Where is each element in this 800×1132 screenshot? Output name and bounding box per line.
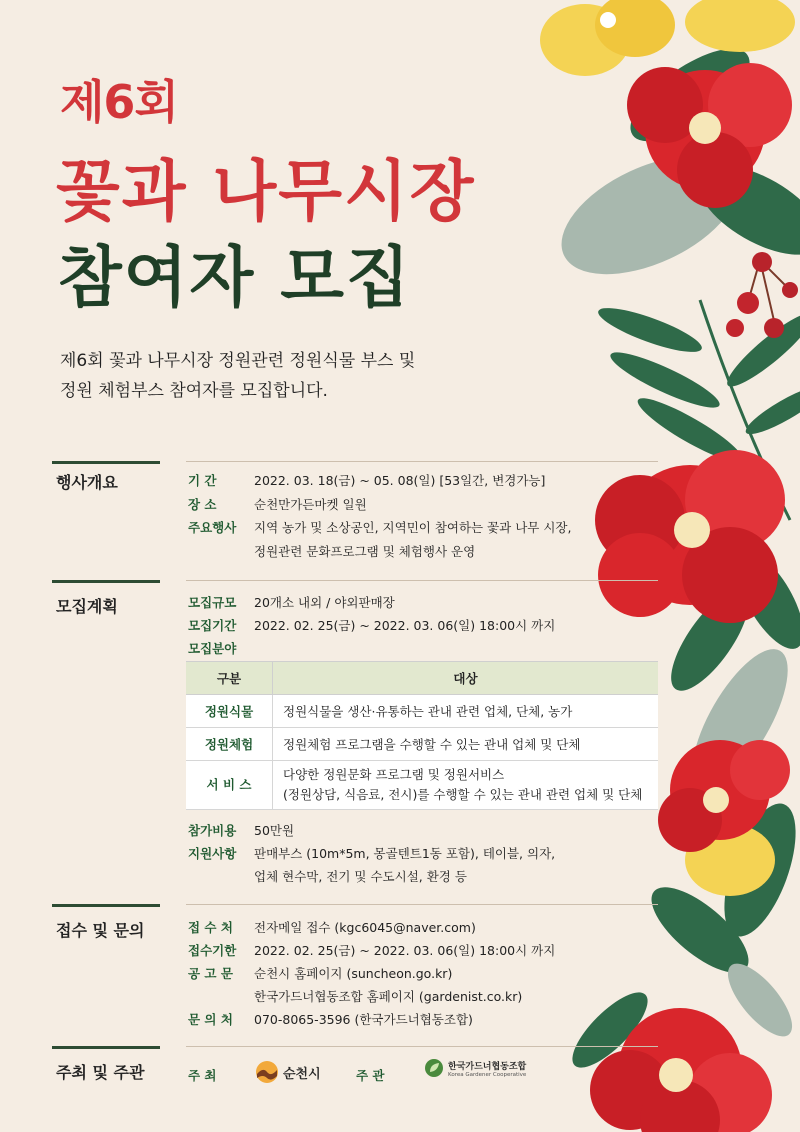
- flower-stamen: [659, 1058, 693, 1092]
- berry: [726, 319, 744, 337]
- section-divider: [52, 1046, 160, 1049]
- gardener-coop-logo: [424, 1058, 526, 1078]
- value-main-event-1: 지역 농가 및 소상공인, 지역민이 참여하는 꽃과 나무 시장,: [254, 520, 572, 535]
- label-organizer: 주 관: [356, 1068, 385, 1083]
- section-title-organizers: 주최 및 주관: [56, 1063, 145, 1082]
- section-divider: [52, 461, 160, 464]
- table-header-category: 구분: [186, 662, 273, 695]
- table-cell-target: 정원체험 프로그램을 수행할 수 있는 관내 업체 및 단체: [273, 728, 659, 761]
- page-subtitle: 참여자 모집: [58, 239, 412, 316]
- suncheon-logo: [255, 1060, 321, 1084]
- label-recruit-period: 모집기간: [188, 618, 237, 633]
- section-divider-thin: [186, 904, 658, 905]
- host-name: 순천시: [283, 1066, 321, 1082]
- label-receipt: 접 수 처: [188, 920, 233, 935]
- section-title-overview: 행사개요: [56, 473, 118, 492]
- flower-stamen: [703, 787, 729, 813]
- edition-title: 제6회: [60, 75, 178, 129]
- yellow-petal: [685, 0, 795, 52]
- value-inquiry: 070-8065-3596 (한국가드너협동조합): [254, 1012, 473, 1027]
- suncheon-emblem-icon: [255, 1060, 279, 1084]
- flower-stamen: [674, 512, 710, 548]
- recruit-field-table: [186, 661, 658, 810]
- label-notice: 공 고 문: [188, 966, 233, 981]
- label-fee: 참가비용: [188, 823, 237, 838]
- label-period: 기 간: [188, 473, 217, 488]
- organizer-name: 한국가드너협동조합: [448, 1061, 527, 1072]
- red-petal: [730, 740, 790, 800]
- section-title-plan: 모집계획: [56, 597, 118, 616]
- berry: [782, 282, 798, 298]
- berry: [752, 252, 772, 272]
- section-title-contact: 접수 및 문의: [56, 921, 145, 940]
- page-title: 꽃과 나무시장: [56, 153, 476, 230]
- label-place: 장 소: [188, 497, 217, 512]
- label-inquiry: 문 의 처: [188, 1012, 233, 1027]
- value-scale: 20개소 내외 / 야외판매장: [254, 595, 395, 610]
- red-petal: [598, 533, 682, 617]
- table-header-row: [186, 662, 658, 695]
- value-main-event-2: 정원관련 문화프로그램 및 체험행사 운영: [254, 544, 476, 559]
- value-support-1: 판매부스 (10m*5m, 몽골텐트1동 포함), 테이블, 의자,: [254, 846, 556, 861]
- berry: [764, 318, 784, 338]
- table-row: [186, 695, 658, 728]
- value-fee: 50만원: [254, 823, 295, 838]
- value-deadline: 2022. 02. 25(금) ~ 2022. 03. 06(일) 18:00시 까지: [254, 943, 556, 958]
- label-field: 모집분야: [188, 641, 237, 656]
- berry: [737, 292, 759, 314]
- value-recruit-period: 2022. 02. 25(금) ~ 2022. 03. 06(일) 18:00시 까지: [254, 618, 556, 633]
- intro-line-1: 제6회 꽃과 나무시장 정원관련 정원식물 부스 및: [60, 351, 416, 371]
- value-place: 순천만가든마켓 일원: [254, 497, 367, 512]
- table-cell-target: 정원식물을 생산·유통하는 관내 관련 업체, 단체, 농가: [273, 695, 659, 728]
- section-divider: [52, 580, 160, 583]
- leaf-shape: [741, 379, 800, 441]
- table-cell-target: [273, 761, 659, 810]
- value-support-2: 업체 현수막, 전기 및 수도시설, 환경 등: [254, 869, 467, 884]
- table-cell-target-line: (정원상담, 식음료, 전시)를 수행할 수 있는 관내 관련 업체 및 단체: [283, 787, 643, 802]
- table-cell-target-line: 다양한 정원문화 프로그램 및 정원서비스: [283, 767, 505, 782]
- flower-center: [600, 12, 616, 28]
- label-host: 주 최: [188, 1068, 217, 1083]
- label-deadline: 접수기한: [188, 943, 237, 958]
- label-support: 지원사항: [188, 846, 237, 861]
- leaf-logo-icon: [424, 1058, 444, 1078]
- leaf-shape: [717, 954, 800, 1046]
- table-row: [186, 728, 658, 761]
- value-receipt: 전자메일 접수 (kgc6045@naver.com): [254, 920, 476, 935]
- intro-line-2: 정원 체험부스 참여자를 모집합니다.: [60, 381, 328, 401]
- section-divider-thin: [186, 1046, 658, 1047]
- label-main-event: 주요행사: [188, 520, 237, 535]
- value-period: 2022. 03. 18(금) ~ 05. 08(일) [53일간, 변경가능]: [254, 473, 546, 488]
- flower-stamen: [689, 112, 721, 144]
- leaf-shape: [720, 305, 800, 394]
- section-divider-thin: [186, 580, 658, 581]
- section-divider-thin: [186, 461, 658, 462]
- value-notice-2: 한국가드너협동조합 홈페이지 (gardenist.co.kr): [254, 989, 523, 1004]
- table-cell-category: 서 비 스: [186, 761, 273, 810]
- table-cell-category: 정원식물: [186, 695, 273, 728]
- table-row: [186, 761, 658, 810]
- table-header-target: 대상: [273, 662, 659, 695]
- section-divider: [52, 904, 160, 907]
- value-notice-1: 순천시 홈페이지 (suncheon.go.kr): [254, 966, 453, 981]
- table-cell-category: 정원체험: [186, 728, 273, 761]
- organizer-name-en: Korea Gardener Cooperative: [448, 1071, 527, 1078]
- red-petal: [677, 132, 753, 208]
- label-scale: 모집규모: [188, 595, 237, 610]
